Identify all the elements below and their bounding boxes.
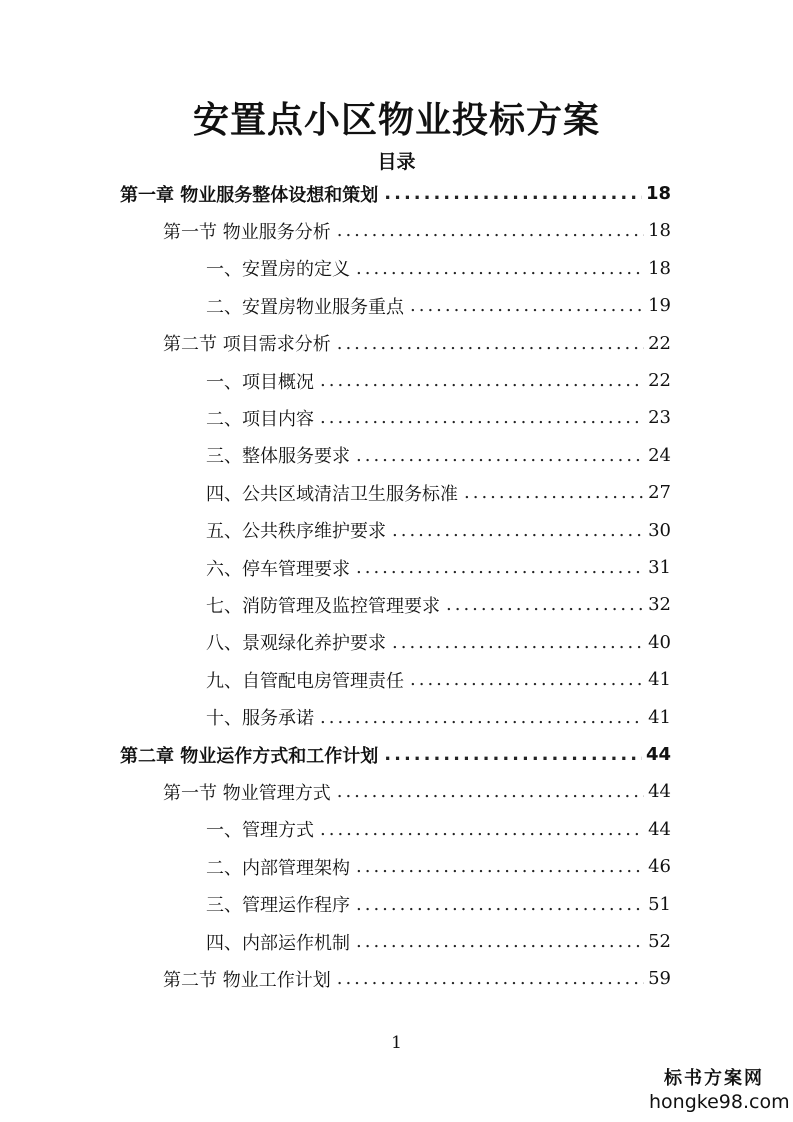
- toc-entry-label: 五、公共秩序维护要求: [206, 521, 386, 543]
- page-number: 1: [391, 1033, 402, 1053]
- watermark-logo: [649, 1068, 790, 1114]
- toc-heading: 目录: [377, 151, 416, 173]
- toc-entry-label: 三、整体服务要求: [206, 446, 350, 468]
- toc-entry-label: 一、管理方式: [206, 820, 314, 842]
- toc-entry-label: 第二节 物业工作计划: [163, 969, 331, 991]
- toc-entry[interactable]: [206, 886, 671, 923]
- toc-dot-leader: [410, 295, 644, 316]
- toc-dot-leader: [337, 968, 644, 989]
- toc-dot-leader: [446, 594, 644, 615]
- toc-entry-label: 第二章 物业运作方式和工作计划: [120, 745, 379, 767]
- toc-entry-label: 一、项目概况: [206, 371, 314, 393]
- toc-entry[interactable]: [206, 549, 671, 586]
- toc-entry-label: 第一章 物业服务整体设想和策划: [120, 184, 379, 206]
- toc-dot-leader: [337, 781, 644, 802]
- toc-dot-leader: [356, 445, 644, 466]
- document-title: 安置点小区物业投标方案: [192, 100, 600, 141]
- toc-dot-leader: [356, 258, 644, 279]
- toc-dot-leader: [384, 183, 642, 204]
- toc-entry-label: 二、内部管理架构: [206, 857, 350, 879]
- toc-dot-leader: [320, 407, 644, 428]
- toc-entry-label: 第一节 物业管理方式: [163, 782, 331, 804]
- toc-entry-label: 四、公共区域清洁卫生服务标准: [206, 483, 458, 505]
- toc-entry[interactable]: [206, 661, 671, 698]
- toc-entry-page: 32: [648, 594, 671, 616]
- toc-dot-leader: [320, 370, 644, 391]
- toc-entry[interactable]: [206, 699, 671, 736]
- toc-entry[interactable]: [163, 325, 671, 362]
- toc-entry-label: 第二节 项目需求分析: [163, 334, 331, 356]
- toc-entry-page: 22: [648, 370, 671, 391]
- toc-entry-page: 30: [648, 519, 671, 541]
- toc-dot-leader: [320, 819, 644, 840]
- toc-dot-leader: [356, 931, 644, 952]
- toc-entry[interactable]: [206, 399, 671, 436]
- toc-entry-page: 18: [648, 220, 671, 242]
- toc-entry-page: 41: [648, 706, 671, 728]
- toc-entry[interactable]: [206, 512, 671, 549]
- toc-dot-leader: [384, 744, 642, 765]
- toc-dot-leader: [356, 856, 644, 877]
- toc-entry-label: 第一节 物业服务分析: [163, 221, 331, 243]
- toc-dot-leader: [464, 482, 644, 503]
- toc-entry-label: 七、消防管理及监控管理要求: [206, 595, 440, 617]
- toc-entry-page: 41: [648, 669, 671, 691]
- toc-dot-leader: [392, 520, 644, 541]
- toc-dot-leader: [337, 333, 644, 354]
- toc-entry-label: 二、项目内容: [206, 408, 314, 430]
- toc-entry-page: 44: [645, 744, 671, 765]
- toc-entry-label: 十、服务承诺: [206, 708, 314, 730]
- toc-entry[interactable]: [206, 923, 671, 960]
- toc-entry[interactable]: [206, 811, 671, 848]
- toc-entry-page: 27: [648, 482, 671, 504]
- toc-entry[interactable]: [120, 736, 671, 773]
- toc-entry-page: 18: [648, 257, 671, 279]
- toc-dot-leader: [356, 894, 644, 915]
- toc-entry-page: 59: [648, 968, 671, 990]
- watermark-url: hongke98.com: [649, 1091, 790, 1113]
- toc-entry-page: 51: [648, 893, 671, 915]
- toc-dot-leader: [337, 220, 644, 241]
- toc-entry-page: 22: [648, 332, 671, 354]
- toc-entry-label: 三、管理运作程序: [206, 895, 350, 917]
- toc-dot-leader: [320, 707, 644, 728]
- toc-entry-page: 18: [645, 183, 671, 204]
- toc-entry-label: 八、景观绿化养护要求: [206, 633, 386, 655]
- toc-entry[interactable]: [163, 773, 671, 810]
- toc-entry-page: 44: [648, 818, 671, 840]
- toc-entry[interactable]: [206, 250, 671, 287]
- toc-entry-label: 一、安置房的定义: [206, 259, 350, 281]
- toc-entry[interactable]: [120, 175, 671, 212]
- toc-entry[interactable]: [163, 212, 671, 249]
- toc-entry[interactable]: [206, 474, 671, 511]
- toc-entry[interactable]: [206, 848, 671, 885]
- watermark-name: 标书方案网: [664, 1068, 764, 1089]
- toc-dot-leader: [392, 632, 644, 653]
- toc-entry-page: 19: [648, 295, 671, 317]
- toc-entry-page: 52: [648, 931, 671, 952]
- toc-entry-page: 46: [648, 856, 671, 878]
- toc-entry-page: 24: [648, 444, 671, 466]
- toc-dot-leader: [410, 669, 644, 690]
- toc-entry[interactable]: [206, 362, 671, 399]
- toc-entry-label: 二、安置房物业服务重点: [206, 296, 404, 318]
- toc-entry[interactable]: [206, 624, 671, 661]
- toc-entry[interactable]: [206, 437, 671, 474]
- toc-entry[interactable]: [163, 960, 671, 997]
- toc-entry[interactable]: [206, 287, 671, 324]
- toc-entry-page: 23: [648, 407, 671, 429]
- toc-entry-page: 44: [648, 781, 671, 803]
- toc-entry-label: 六、停车管理要求: [206, 558, 350, 580]
- toc-entry-label: 九、自管配电房管理责任: [206, 670, 404, 692]
- toc-dot-leader: [356, 557, 644, 578]
- toc-entry-page: 31: [648, 557, 671, 578]
- toc-entry-label: 四、内部运作机制: [206, 932, 350, 954]
- toc-entry[interactable]: [206, 586, 671, 623]
- toc-entry-page: 40: [648, 631, 671, 653]
